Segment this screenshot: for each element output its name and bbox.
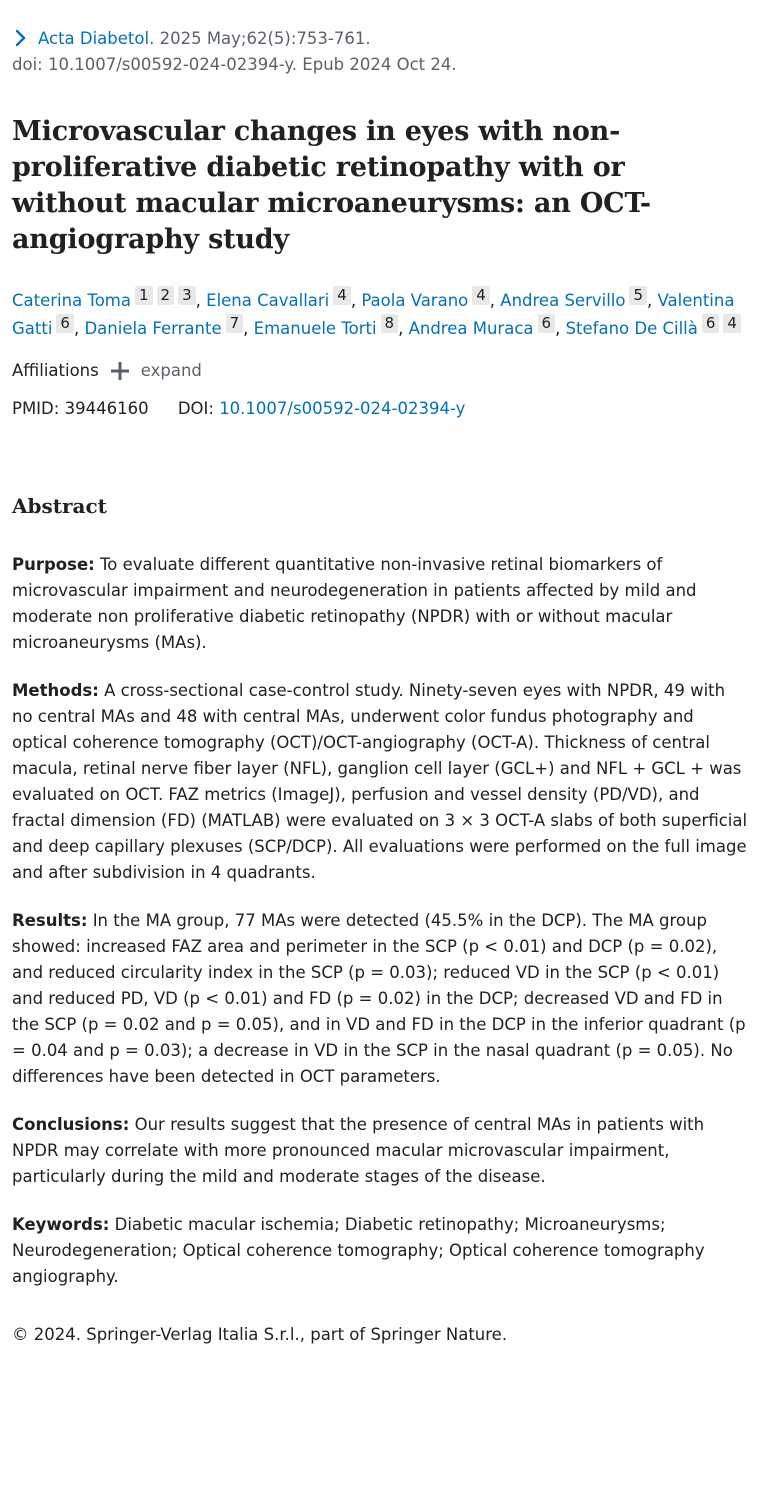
pmid (12, 399, 149, 418)
abstract-section-text: In the MA group, 77 MAs were detected (45.5% in the DCP). The MA group showed: increased FAZ area and perimeter in the SCP (p < 0.01) and DCP (p = 0.02), and reduced circularity index in the SCP (p = 0.03); reduced VD in the SCP (p < 0.01) and reduced PD, VD (p < 0.01) and FD (p = 0.02) in the DCP; decreased VD and FD in the SCP (p = 0.02 and p = 0.05), and in VD and FD in the DCP in the inferior quadrant (p = 0.04 and p = 0.03); a decrease in VD in the SCP in the nasal quadrant (p = 0.05). No differences have been detected in OCT parameters. (12, 911, 746, 1086)
abstract-heading: Abstract (12, 494, 107, 518)
author-separator: , (350, 291, 362, 310)
author-list (12, 286, 748, 342)
affiliations-label: Affiliations (12, 361, 99, 380)
pmid-value: 39446160 (64, 399, 149, 418)
pmid-label: PMID: (12, 399, 60, 418)
author-separator: , (243, 319, 254, 338)
affiliation-number[interactable]: 2 (157, 286, 175, 305)
affiliations-expand-button[interactable] (109, 358, 202, 384)
chevron-right-icon[interactable] (12, 29, 30, 47)
author-link[interactable]: Stefano De Cillà (565, 319, 698, 338)
expand-label: expand (140, 361, 202, 380)
affiliation-number[interactable]: 6 (56, 314, 74, 333)
affiliations-row (12, 358, 748, 384)
affiliation-number[interactable]: 6 (538, 314, 556, 333)
citation-date: 2025 May;62(5):753-761. (159, 29, 371, 48)
copyright: © 2024. Springer-Verlag Italia S.r.l., part of Springer Nature. (12, 1325, 508, 1344)
abstract-section (12, 908, 748, 1090)
abstract-section-label: Purpose: (12, 555, 95, 574)
plus-icon (109, 360, 131, 382)
affiliation-number[interactable]: 5 (629, 286, 647, 305)
abstract-section-label: Keywords: (12, 1215, 110, 1234)
citation-doi-line: doi: 10.1007/s00592-024-02394-y. Epub 2024 Oct 24. (12, 55, 457, 74)
author-separator: , (73, 319, 85, 338)
author-separator: , (398, 319, 409, 338)
abstract-section (12, 1112, 748, 1190)
author-link[interactable]: Caterina Toma (12, 291, 131, 310)
journal-link[interactable]: Acta Diabetol. (38, 29, 155, 48)
author-link[interactable]: Elena Cavallari (206, 291, 330, 310)
affiliation-number[interactable]: 4 (333, 286, 351, 305)
affiliation-number[interactable]: 3 (178, 286, 196, 305)
doi-link[interactable]: 10.1007/s00592-024-02394-y (219, 399, 466, 418)
doi (178, 399, 466, 418)
author-link[interactable]: Valentina Gatti (12, 291, 735, 338)
author-link[interactable]: Andrea Muraca (408, 319, 534, 338)
abstract-section-text: To evaluate different quantitative non-invasive retinal biomarkers of microvascular impairment and neurodegeneration in patients affected by mild and moderate non proliferative diabetic retinopathy (NPDR) with or without macular microaneurysms (MAs). (12, 555, 697, 652)
author-link[interactable]: Daniela Ferrante (84, 319, 222, 338)
affiliation-number[interactable]: 7 (226, 314, 244, 333)
abstract-section-label: Results: (12, 911, 88, 930)
affiliation-number[interactable]: 6 (702, 314, 720, 333)
affiliation-number[interactable]: 1 (135, 286, 153, 305)
affiliation-number[interactable]: 4 (472, 286, 490, 305)
author-separator: , (555, 319, 566, 338)
author-separator: , (489, 291, 501, 310)
citation-line (12, 26, 748, 52)
affiliation-number[interactable]: 8 (381, 314, 399, 333)
author-link[interactable]: Paola Varano (361, 291, 469, 310)
author-link[interactable]: Andrea Servillo (500, 291, 626, 310)
author-separator: , (195, 291, 207, 310)
identifiers-row (12, 396, 748, 422)
abstract-body (12, 552, 748, 1290)
abstract-section (12, 552, 748, 656)
affiliation-number[interactable]: 4 (723, 314, 741, 333)
article-title: Microvascular changes in eyes with non-proliferative diabetic retinopathy with or without macular microaneurysms: an OCT-angiography study (12, 116, 651, 255)
abstract-section (12, 678, 748, 886)
abstract-section-text: Diabetic macular ischemia; Diabetic retinopathy; Microaneurysms; Neurodegeneration; Optical coherence tomography; Optical coherence tomography angiography. (12, 1215, 705, 1286)
abstract-section-label: Methods: (12, 681, 99, 700)
abstract-section-text: A cross-sectional case-control study. Ninety-seven eyes with NPDR, 49 with no central MAs and 48 with central MAs, underwent color fundus photography and optical coherence tomography (OCT)/OCT-angiography (OCT-A). Thickness of central macula, retinal nerve fiber layer (NFL), ganglion cell layer (GCL+) and NFL + GCL + was evaluated on OCT. FAZ metrics (ImageJ), perfusion and vessel density (PD/VD), and fractal dimension (FD) (MATLAB) were evaluated on 3 × 3 OCT-A slabs of both superficial and deep capillary plexuses (SCP/DCP). All evaluations were performed on the full image and after subdivision in 4 quadrants. (12, 681, 748, 882)
author-link[interactable]: Emanuele Torti (253, 319, 377, 338)
abstract-section-text: Our results suggest that the presence of central MAs in patients with NPDR may correlate with more pronounced macular microvascular impairment, particularly during the mild and moderate stages of the disease. (12, 1115, 705, 1186)
author-separator: , (647, 291, 658, 310)
abstract-section (12, 1212, 748, 1290)
doi-label: DOI: (177, 399, 214, 418)
abstract-section-label: Conclusions: (12, 1115, 130, 1134)
